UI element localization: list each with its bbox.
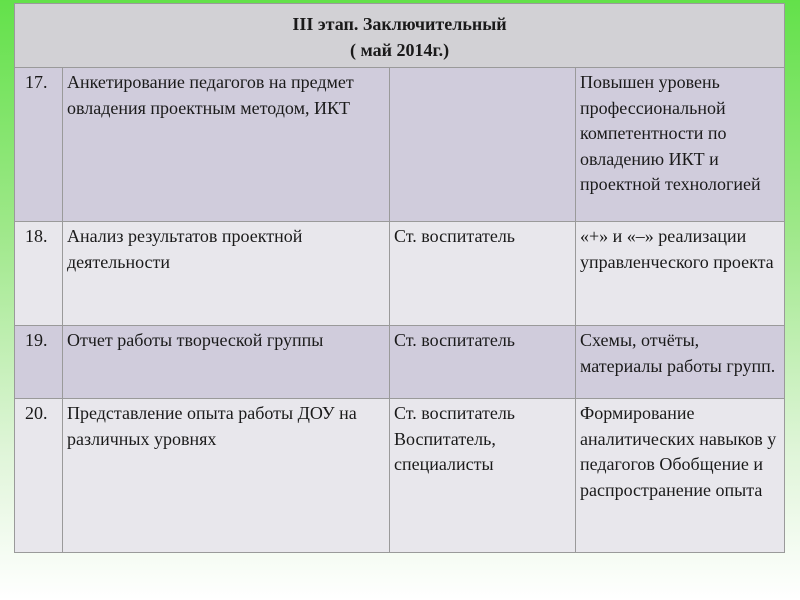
stage-date: ( май 2014г.): [349, 39, 450, 60]
responsible-cell: [390, 68, 576, 222]
table-row: [15, 399, 785, 553]
responsible-cell: Ст. воспитатель Воспитатель, специалисты: [390, 399, 576, 553]
table-row: [15, 326, 785, 399]
activity-cell: Анализ результатов проектной деятельности: [63, 222, 390, 326]
result-cell: Схемы, отчёты, материалы работы групп.: [576, 326, 785, 399]
responsible-cell: Ст. воспитатель: [390, 222, 576, 326]
stage-title: III этап. Заключительный: [292, 14, 507, 34]
table-row: [15, 222, 785, 326]
activity-cell: Представление опыта работы ДОУ на различных уровнях: [63, 399, 390, 553]
result-cell: Повышен уровень профессиональной компетентности по овладению ИКТ и проектной технологией: [576, 68, 785, 222]
result-cell: Формирование аналитических навыков у педагогов Обобщение и распространение опыта: [576, 399, 785, 553]
stage-header: [15, 4, 785, 68]
activity-cell: Отчет работы творческой группы: [63, 326, 390, 399]
row-number: 17.: [15, 68, 63, 222]
row-number: 18.: [15, 222, 63, 326]
responsible-cell: Ст. воспитатель: [390, 326, 576, 399]
activity-cell: Анкетирование педагогов на предмет овладения проектным методом, ИКТ: [63, 68, 390, 222]
table-header-row: [15, 4, 785, 68]
plan-table: [14, 3, 785, 553]
row-number: 19.: [15, 326, 63, 399]
result-cell: «+» и «–» реализации управленческого проекта: [576, 222, 785, 326]
row-number: 20.: [15, 399, 63, 553]
table-row: [15, 68, 785, 222]
